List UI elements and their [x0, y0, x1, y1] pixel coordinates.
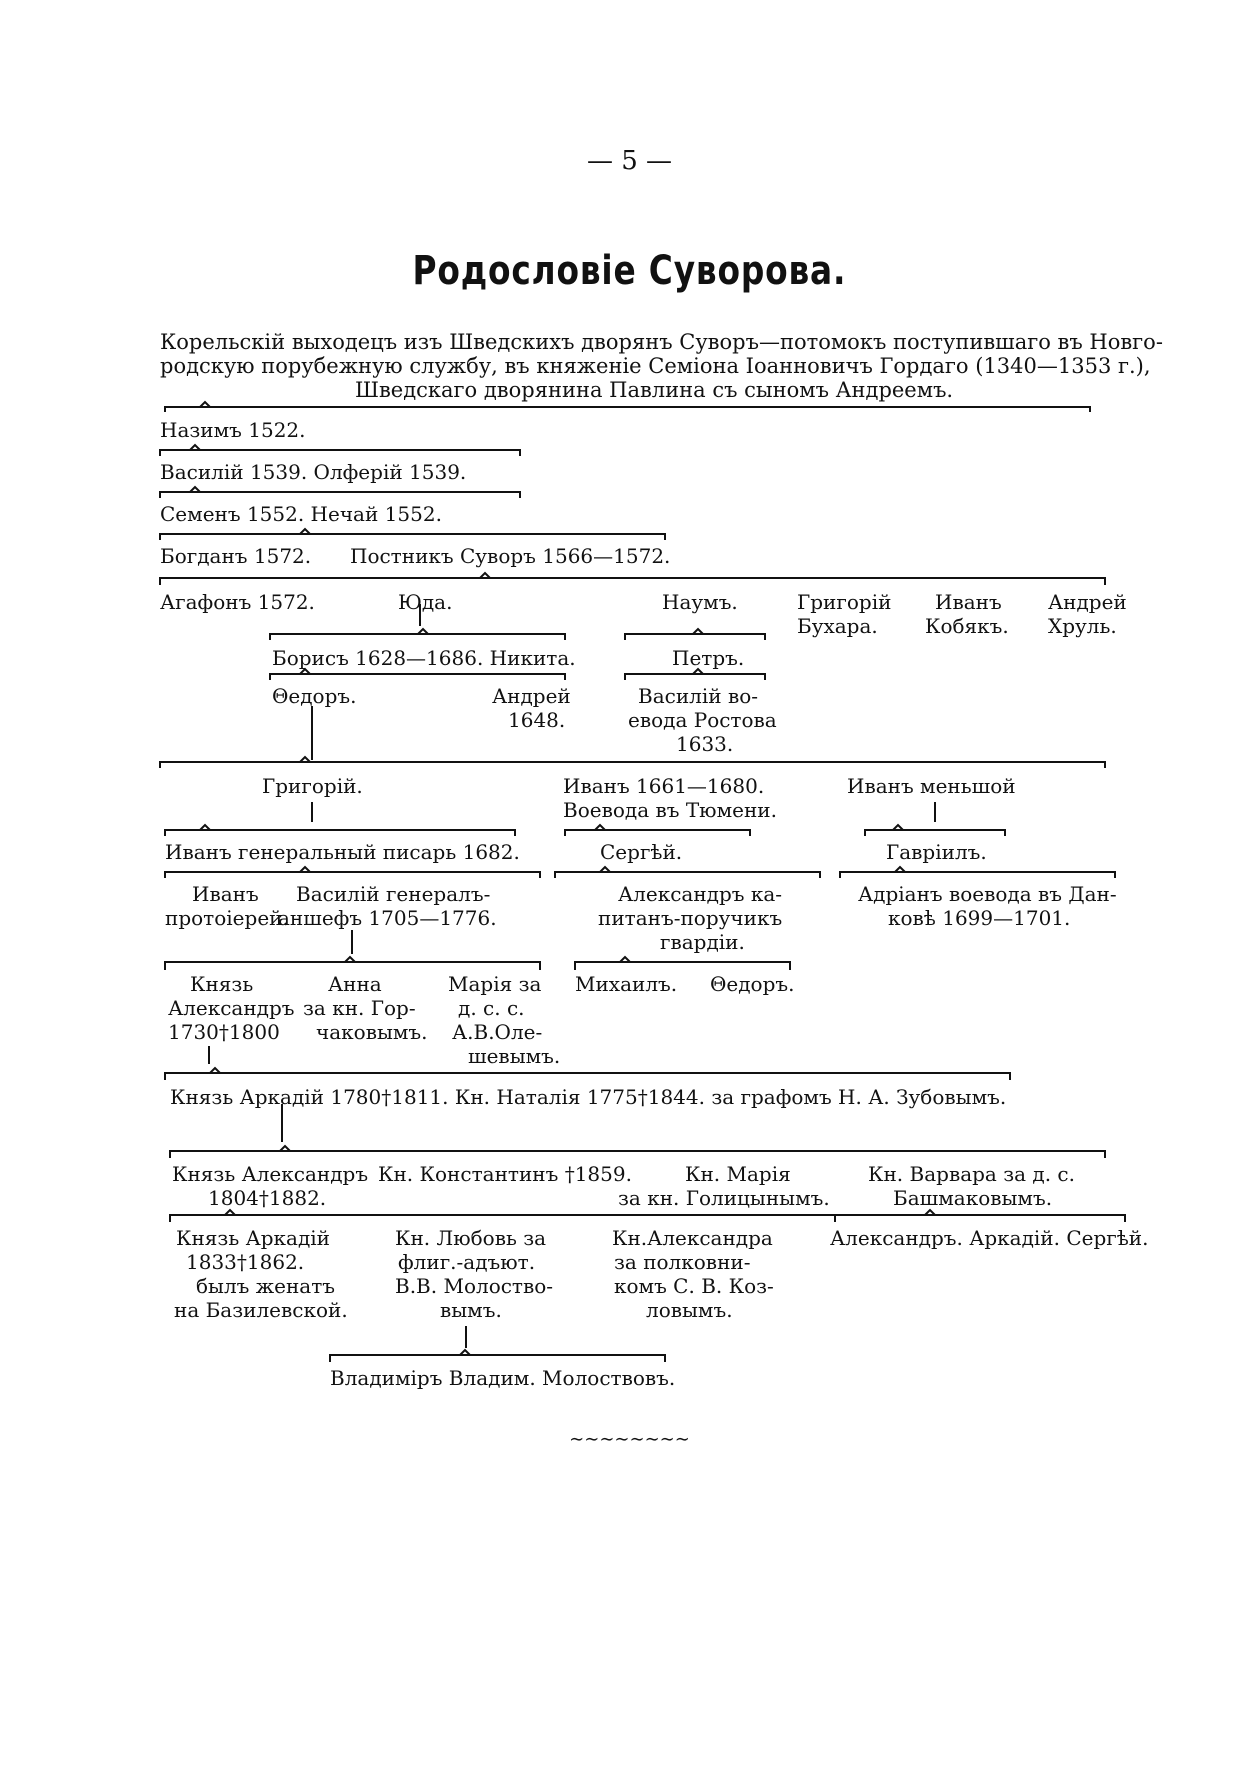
brace-gen13: [170, 1146, 1105, 1158]
entry-konstantin: Кн. Константинъ †1859.: [378, 1162, 632, 1186]
brace-gen2: [160, 445, 520, 456]
entry-ivan-menshoy: Иванъ меньшой: [847, 774, 1016, 798]
entry-arkadiy-line: Князь Аркадій 1780†1811. Кн. Наталія 1775†1844. за графомъ Н. А. Зубовымъ.: [170, 1085, 1007, 1109]
brace-ivan-pisar: [165, 825, 515, 836]
entry-arkadiy2-3: былъ женатъ: [196, 1274, 336, 1298]
entry-aleksandr-kapitan-3: гвардіи.: [660, 930, 745, 954]
entry-varvara-2: Башмаковымъ.: [893, 1186, 1053, 1210]
entry-mariya2-1: Кн. Марія: [685, 1162, 791, 1186]
brace-petr: [625, 629, 765, 640]
brace-gen5: [160, 573, 1105, 585]
entry-varvara-1: Кн. Варвара за д. с.: [868, 1162, 1075, 1186]
entry-knyaz-aleksandr-1: Князь: [190, 972, 254, 996]
entry-sergey: Сергѣй.: [600, 840, 683, 864]
entry-grigoriy-buhara-1: Григорій: [797, 590, 892, 614]
entry-gavriil: Гавріилъ.: [886, 840, 987, 864]
entry-ivan-protoierey-1: Иванъ: [192, 882, 259, 906]
entry-anna-1: Анна: [328, 972, 382, 996]
entry-mariya1-4: шевымъ.: [468, 1044, 561, 1068]
entry-vasiliy-olferiy: Василій 1539. Олферій 1539.: [160, 460, 467, 484]
entry-agafon: Агафонъ 1572.: [160, 590, 315, 614]
entry-vasiliy-rostov-3: 1633.: [676, 732, 734, 756]
entry-mihail: Михаилъ.: [575, 972, 678, 996]
end-ornament: ∼∼∼∼∼∼∼∼: [569, 1429, 690, 1450]
entry-vladimir: Владиміръ Владим. Молоствовъ.: [330, 1366, 676, 1390]
entry-ivan-kobyak-1: Иванъ: [935, 590, 1002, 614]
entry-ivan-tyumen-1: Иванъ 1661—1680.: [563, 774, 765, 798]
entry-aleksandr-kapitan-1: Александръ ка-: [618, 882, 783, 906]
entry-nazim: Назимъ 1522.: [160, 418, 306, 442]
entry-andrey-1648-2: 1648.: [508, 708, 566, 732]
brace-gen12: [165, 1068, 1010, 1080]
entry-petr: Петръ.: [672, 646, 745, 670]
entry-naum: Наумъ.: [662, 590, 738, 614]
entry-knyaz-aleksandr2-1: Князь Александръ: [172, 1162, 369, 1186]
page-number: — 5 —: [586, 146, 673, 176]
entry-vasiliy-general-2: аншефъ 1705—1776.: [278, 906, 497, 930]
entry-mariya1-3: А.В.Оле-: [452, 1020, 543, 1044]
entry-lyubov-4: вымъ.: [440, 1298, 502, 1322]
entry-lyubov-3: В.В. Молоство-: [395, 1274, 554, 1298]
brace-gen14-right: [835, 1210, 1125, 1222]
brace-gen10-left: [165, 867, 540, 878]
entry-arkadiy2-2: 1833†1862.: [186, 1250, 305, 1274]
entry-lyubov-1: Кн. Любовь за: [395, 1226, 547, 1250]
entry-vasiliy-rostov-1: Василій во-: [638, 684, 758, 708]
entry-arkadiy2-1: Князь Аркадій: [176, 1226, 330, 1250]
brace-gen8: [160, 757, 1105, 768]
brace-gen10-mid: [555, 867, 820, 878]
entry-adrian-2: ковѣ 1699—1701.: [888, 906, 1071, 930]
entry-boris-nikita: Борисъ 1628—1686. Никита.: [272, 646, 576, 670]
brace-sergey: [565, 825, 750, 836]
entry-sons: Александръ. Аркадій. Сергѣй.: [830, 1226, 1149, 1250]
brace-feodor: [270, 669, 565, 680]
entry-aleksandra-1: Кн.Александра: [612, 1226, 773, 1250]
brace-vasiliy-rostov: [625, 669, 765, 680]
entry-vasiliy-rostov-2: евода Ростова: [628, 708, 777, 732]
entry-grigoriy-buhara-2: Бухара.: [797, 614, 878, 638]
entry-andrey-hrul-2: Хруль.: [1048, 614, 1117, 638]
brace-gen4: [160, 529, 665, 540]
entry-adrian-1: Адріанъ воевода въ Дан-: [858, 882, 1117, 906]
page-title: Родословіе Суворова.: [412, 248, 847, 294]
entry-andrey-hrul-1: Андрей: [1048, 590, 1127, 614]
brace-gen11-left: [165, 957, 540, 970]
entry-semen-nechay: Семенъ 1552. Нечай 1552.: [160, 502, 442, 526]
entry-aleksandr-kapitan-2: питанъ-поручикъ: [598, 906, 783, 930]
brace-gen14-left: [170, 1210, 835, 1222]
entry-mariya2-2: за кн. Голицынымъ.: [618, 1186, 830, 1210]
entry-knyaz-aleksandr-2: Александръ: [168, 996, 295, 1020]
brace-vladimir: [330, 1350, 665, 1362]
entry-andrey-1648-1: Андрей: [492, 684, 571, 708]
entry-vasiliy-general-1: Василій генералъ-: [296, 882, 491, 906]
entry-aleksandra-4: ловымъ.: [646, 1298, 733, 1322]
entry-knyaz-aleksandr2-2: 1804†1882.: [208, 1186, 327, 1210]
intro-line-3: Шведскаго дворянина Павлина съ сыномъ Андреемъ.: [355, 378, 954, 402]
brace-gen3: [160, 487, 520, 498]
entry-mariya1-2: д. с. с.: [458, 996, 525, 1020]
entry-grigoriy: Григорій.: [262, 774, 363, 798]
entry-feodor2: Θедоръ.: [710, 972, 795, 996]
brace-gavriil: [865, 825, 1005, 836]
entry-mariya1-1: Марія за: [448, 972, 542, 996]
entry-ivan-pisar: Иванъ генеральный писарь 1682.: [165, 840, 520, 864]
entry-aleksandra-3: комъ С. В. Коз-: [614, 1274, 774, 1298]
brace-gen1: [165, 402, 1090, 412]
brace-gen11-mid: [575, 957, 790, 970]
entry-ivan-protoierey-2: протоіерей.: [165, 906, 289, 930]
brace-boris: [270, 629, 565, 640]
intro-line-1: Корельскій выходецъ изъ Шведскихъ дворянъ Суворъ—потомокъ поступившаго въ Новго-: [160, 330, 1163, 354]
entry-anna-2: за кн. Гор-: [303, 996, 416, 1020]
entry-ivan-kobyak-2: Кобякъ.: [925, 614, 1009, 638]
entry-yuda: Юда.: [398, 590, 453, 614]
entry-postnik-suvor: Постникъ Суворъ 1566—1572.: [350, 544, 671, 568]
entry-knyaz-aleksandr-3: 1730†1800: [168, 1020, 280, 1044]
brace-gen10-right: [840, 867, 1115, 878]
intro-line-2: родскую порубежную службу, въ княженіе Семіона Іоанновичъ Гордаго (1340—1353 г.),: [160, 354, 1151, 378]
entry-feodor: Θедоръ.: [272, 684, 357, 708]
entry-arkadiy2-4: на Базилевской.: [174, 1298, 348, 1322]
entry-lyubov-2: флиг.-адъют.: [398, 1250, 536, 1274]
entry-aleksandra-2: за полковни-: [614, 1250, 751, 1274]
entry-ivan-tyumen-2: Воевода въ Тюмени.: [563, 798, 777, 822]
entry-bogdan: Богданъ 1572.: [160, 544, 312, 568]
entry-anna-3: чаковымъ.: [316, 1020, 428, 1044]
